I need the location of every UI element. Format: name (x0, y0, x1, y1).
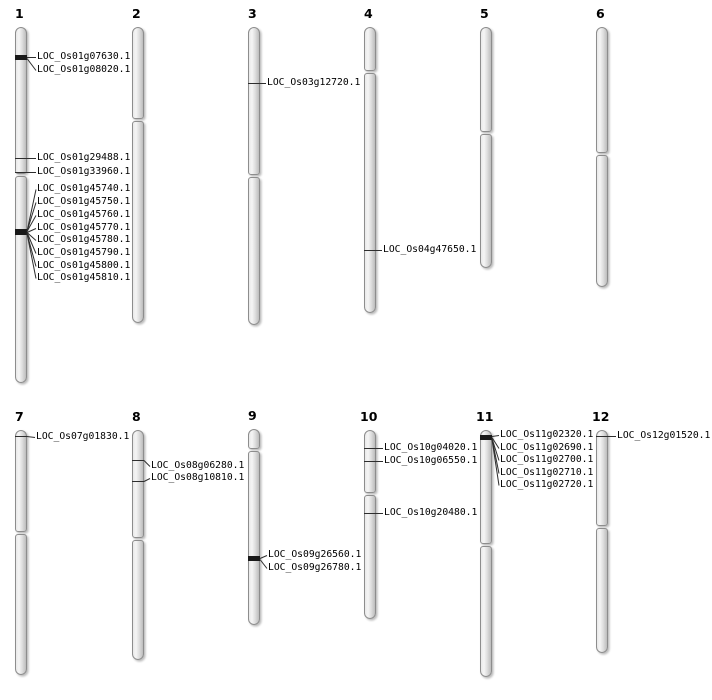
gene-label: LOC_Os01g29488.1 (37, 152, 131, 163)
gene-label: LOC_Os07g01830.1 (36, 431, 130, 442)
marker-connector-line (492, 436, 499, 437)
gene-label: LOC_Os08g06280.1 (151, 460, 245, 471)
gene-label: LOC_Os01g45810.1 (37, 272, 131, 283)
gene-label: LOC_Os04g47650.1 (383, 244, 477, 255)
gene-label: LOC_Os09g26560.1 (268, 549, 362, 560)
gene-label: LOC_Os01g45790.1 (37, 247, 131, 258)
chromosome-number-label: 10 (360, 409, 378, 424)
gene-label: LOC_Os01g45750.1 (37, 196, 131, 207)
marker-connector-line (260, 560, 267, 569)
marker-connector-line (144, 479, 150, 482)
gene-label: LOC_Os11g02700.1 (500, 454, 594, 465)
gene-label: LOC_Os09g26780.1 (268, 562, 362, 573)
gene-label: LOC_Os11g02720.1 (500, 479, 594, 490)
chromosome-number-label: 9 (248, 408, 257, 423)
marker-connector-line (27, 59, 36, 71)
marker-connector-line (27, 190, 36, 232)
gene-label: LOC_Os11g02690.1 (500, 442, 594, 453)
chromosome-number-label: 11 (476, 409, 494, 424)
chromosome-number-label: 4 (364, 6, 373, 21)
gene-label: LOC_Os01g07630.1 (37, 51, 131, 62)
gene-label: LOC_Os01g45740.1 (37, 183, 131, 194)
gene-label: LOC_Os01g33960.1 (37, 166, 131, 177)
marker-connector-line (144, 461, 150, 467)
gene-label: LOC_Os11g02710.1 (500, 467, 594, 478)
chromosome-number-label: 6 (596, 6, 605, 21)
gene-label: LOC_Os01g45760.1 (37, 209, 131, 220)
gene-label: LOC_Os12g01520.1 (617, 430, 711, 441)
chromosome-number-label: 8 (132, 409, 141, 424)
marker-connector-line (260, 556, 267, 559)
chromosome-number-label: 3 (248, 6, 257, 21)
gene-label: LOC_Os01g45780.1 (37, 234, 131, 245)
chromosome-number-label: 2 (132, 6, 141, 21)
gene-label: LOC_Os11g02320.1 (500, 429, 594, 440)
chromosome-number-label: 7 (15, 409, 24, 424)
gene-label: LOC_Os08g10810.1 (151, 472, 245, 483)
gene-label: LOC_Os01g08020.1 (37, 64, 131, 75)
marker-connector-line (27, 437, 35, 438)
gene-label: LOC_Os10g06550.1 (384, 455, 478, 466)
gene-label: LOC_Os03g12720.1 (267, 77, 361, 88)
gene-label: LOC_Os10g20480.1 (384, 507, 478, 518)
gene-label: LOC_Os01g45800.1 (37, 260, 131, 271)
marker-connector-line (27, 234, 36, 279)
gene-label: LOC_Os10g04020.1 (384, 442, 478, 453)
chromosome-number-label: 12 (592, 409, 610, 424)
chromosome-number-label: 5 (480, 6, 489, 21)
chromosome-number-label: 1 (15, 6, 24, 21)
gene-label: LOC_Os01g45770.1 (37, 222, 131, 233)
